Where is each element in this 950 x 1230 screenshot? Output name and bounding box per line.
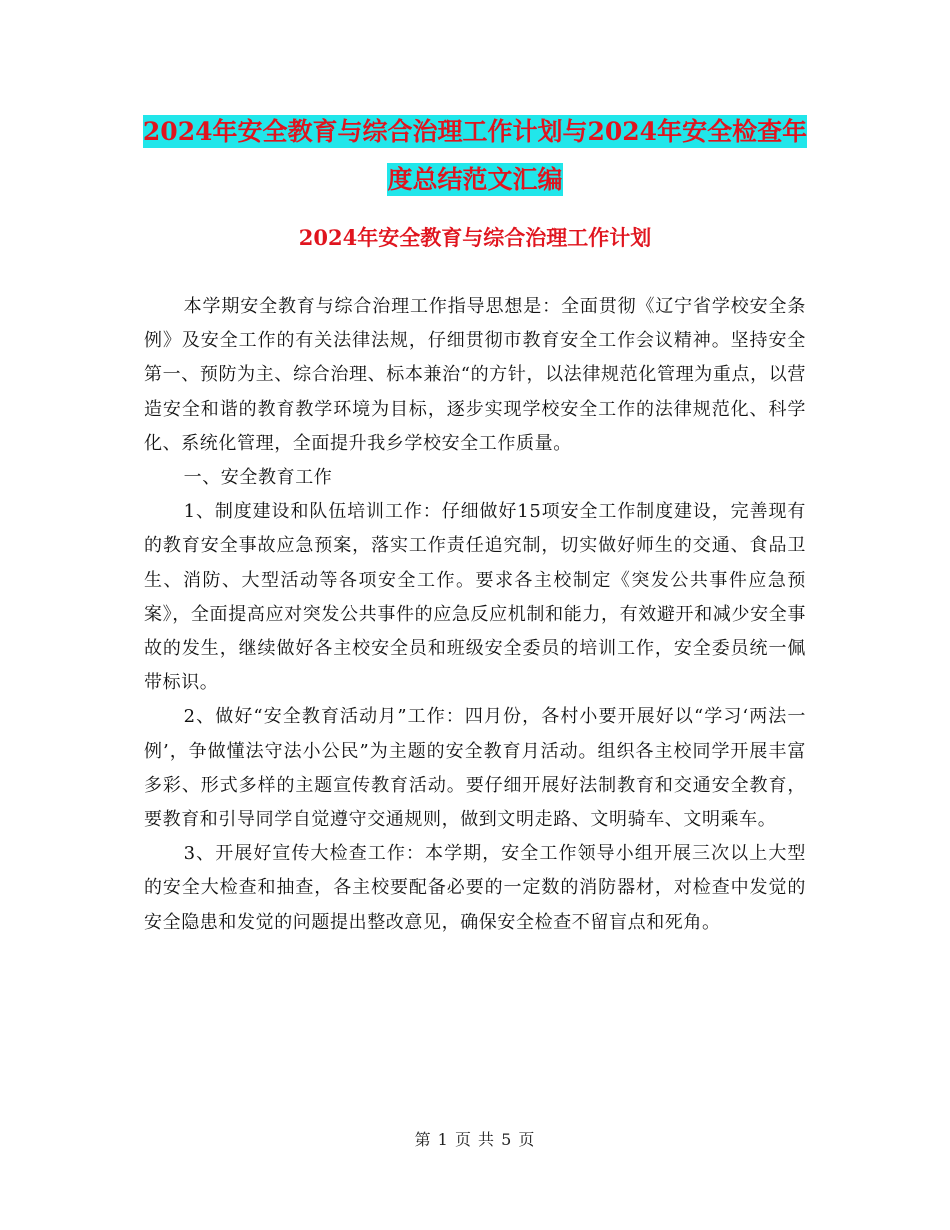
paragraph-heading-safety-education: 一、安全教育工作 <box>183 467 333 489</box>
paragraph-item-2: 2、做好“安全教育活动月”工作：四月份，各村小要开展好以“学习‘两法一例’，争做懂法守法小公民”为主题的安全教育月活动。组织各主校同学开展丰富多彩、形式多样的主题宣传教育活动。要仔细开展好法制教育和交通安全教育，要教育和引导同学自觉遵守交通规则，做到文明走路、文明骑车、文明乘车。 <box>144 706 806 831</box>
document-body <box>144 290 806 940</box>
paragraph-guiding-principle: 本学期安全教育与综合治理工作指导思想是：全面贯彻《辽宁省学校安全条例》及安全工作的有关法律法规，仔细贯彻市教育安全工作会议精神。坚持安全第一、预防为主、综合治理、标本兼治“的方针，以法律规范化管理为重点，以营造安全和谐的教育教学环境为目标，逐步实现学校安全工作的法律规范化、科学化、系统化管理，全面提升我乡学校安全工作质量。 <box>144 296 806 454</box>
document-title-text: 2024年安全教育与综合治理工作计划与2024年安全检查年度总结范文汇编 <box>142 117 808 194</box>
section-title: 2024年安全教育与综合治理工作计划 <box>298 225 652 250</box>
paragraph-item-1: 1、制度建设和队伍培训工作：仔细做好15项安全工作制度建设，完善现有的教育安全事故应急预案，落实工作责任追究制，切实做好师生的交通、食品卫生、消防、大型活动等各项安全工作。要求各主校制定《突发公共事件应急预案》，全面提高应对突发公共事件的应急反应机制和能力，有效避开和减少安全事故的发生，继续做好各主校安全员和班级安全委员的培训工作，安全委员统一佩带标识。 <box>144 501 806 694</box>
paragraph-item-3: 3、开展好宣传大检查工作：本学期，安全工作领导小组开展三次以上大型的安全大检查和抽查，各主校要配备必要的一定数的消防器材，对检查中发觉的安全隐患和发觉的问题提出整改意见，确保安全检查不留盲点和死角。 <box>144 843 806 933</box>
page-footer: 第 1 页 共 5 页 <box>414 1130 536 1149</box>
document-title <box>140 108 810 204</box>
